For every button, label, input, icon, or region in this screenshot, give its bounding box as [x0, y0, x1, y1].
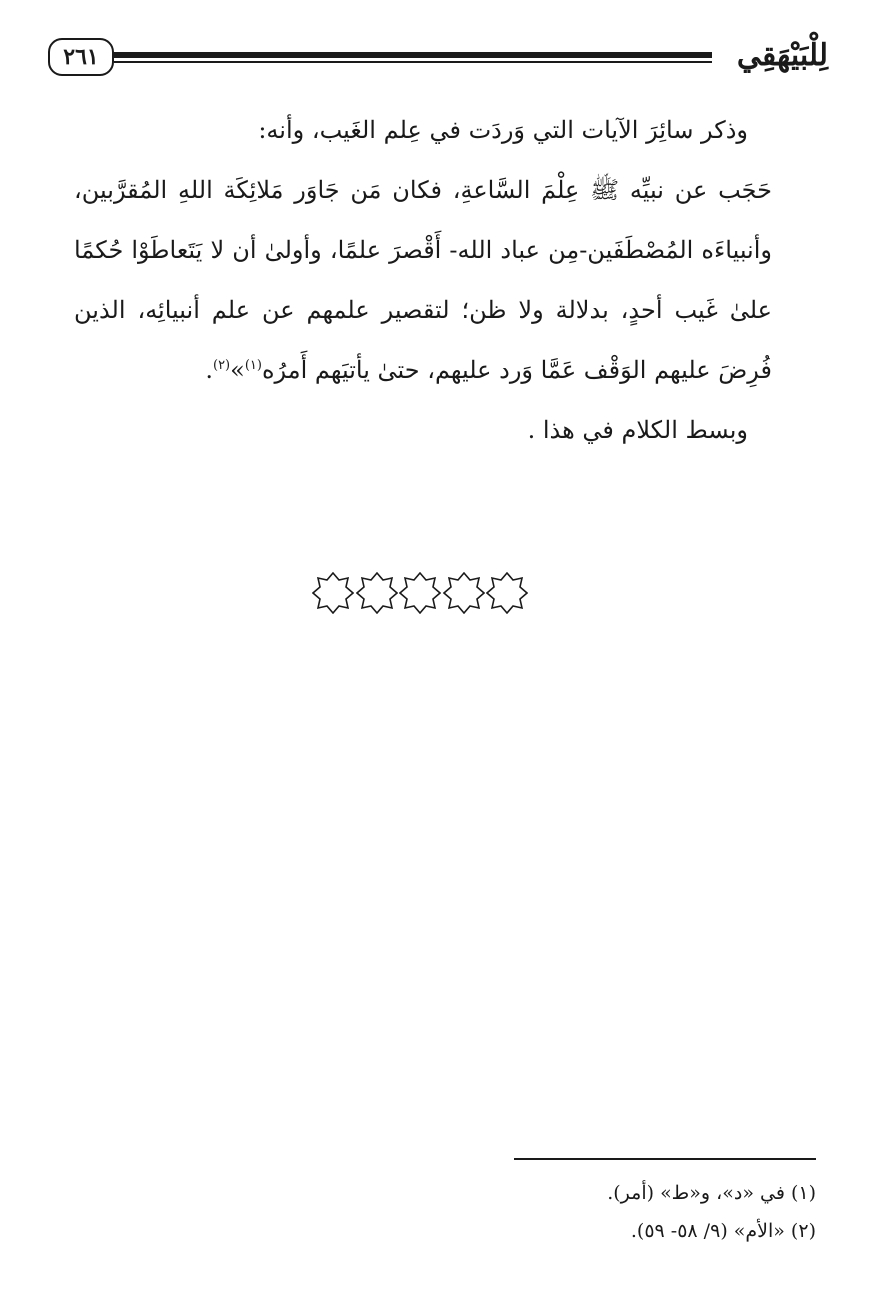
page-number: ٢٦١: [48, 38, 114, 76]
intro-paragraph: وذكر سائِرَ الآيات التي وَردَت في عِلم الغَيب، وأنه:: [258, 116, 748, 144]
main-text: [74, 100, 818, 460]
section-divider: [312, 572, 528, 624]
quote-period: .: [205, 356, 213, 384]
footnote-ref-2[interactable]: (٢): [212, 358, 231, 373]
eight-point-star-icon: [356, 572, 398, 614]
footnote-1: (١) في «د»، و«ط» (أمر).: [607, 1182, 816, 1204]
footnote-separator: [514, 1158, 816, 1160]
header-rule: [114, 52, 712, 58]
footnote-ref-1[interactable]: (١): [244, 358, 262, 373]
header-rule-thin: [114, 61, 712, 63]
footnote-2: (٢) «الأم» (٩/ ٥٨- ٥٩).: [630, 1220, 816, 1242]
eight-point-star-icon: [486, 572, 528, 614]
eight-point-star-icon: [443, 572, 485, 614]
eight-point-star-icon: [312, 572, 354, 614]
closing-quote-mark: »: [230, 356, 245, 384]
quote-text: حَجَب عن نبيِّه ﷺ عِلْمَ السَّاعةِ، فكان مَن جَاوَر مَلائِكَة اللهِ المُقرَّبين، وأنبياءَه المُصْطَفَين-مِن عباد الله- أَقْصرَ علمًا، وأولىٰ أن لا يَتَعاطَوْا حُكمًا علىٰ غَيب أحدٍ، بدلالة ولا ظن؛ لتقصير علمهم عن علم أنبيائِه، الذين فُرِضَ عليهم الوَقْف عَمَّا وَرد عليهم، حتىٰ يأتيَهم أَمرُه: [74, 176, 772, 384]
eight-point-star-icon: [399, 572, 441, 614]
quote-paragraph: [74, 160, 818, 400]
closing-paragraph: وبسط الكلام في هذا .: [527, 416, 748, 444]
footnotes: [416, 1174, 816, 1250]
running-title: لِلْبَيْهَقِي: [736, 38, 828, 73]
page-header: [48, 34, 828, 82]
